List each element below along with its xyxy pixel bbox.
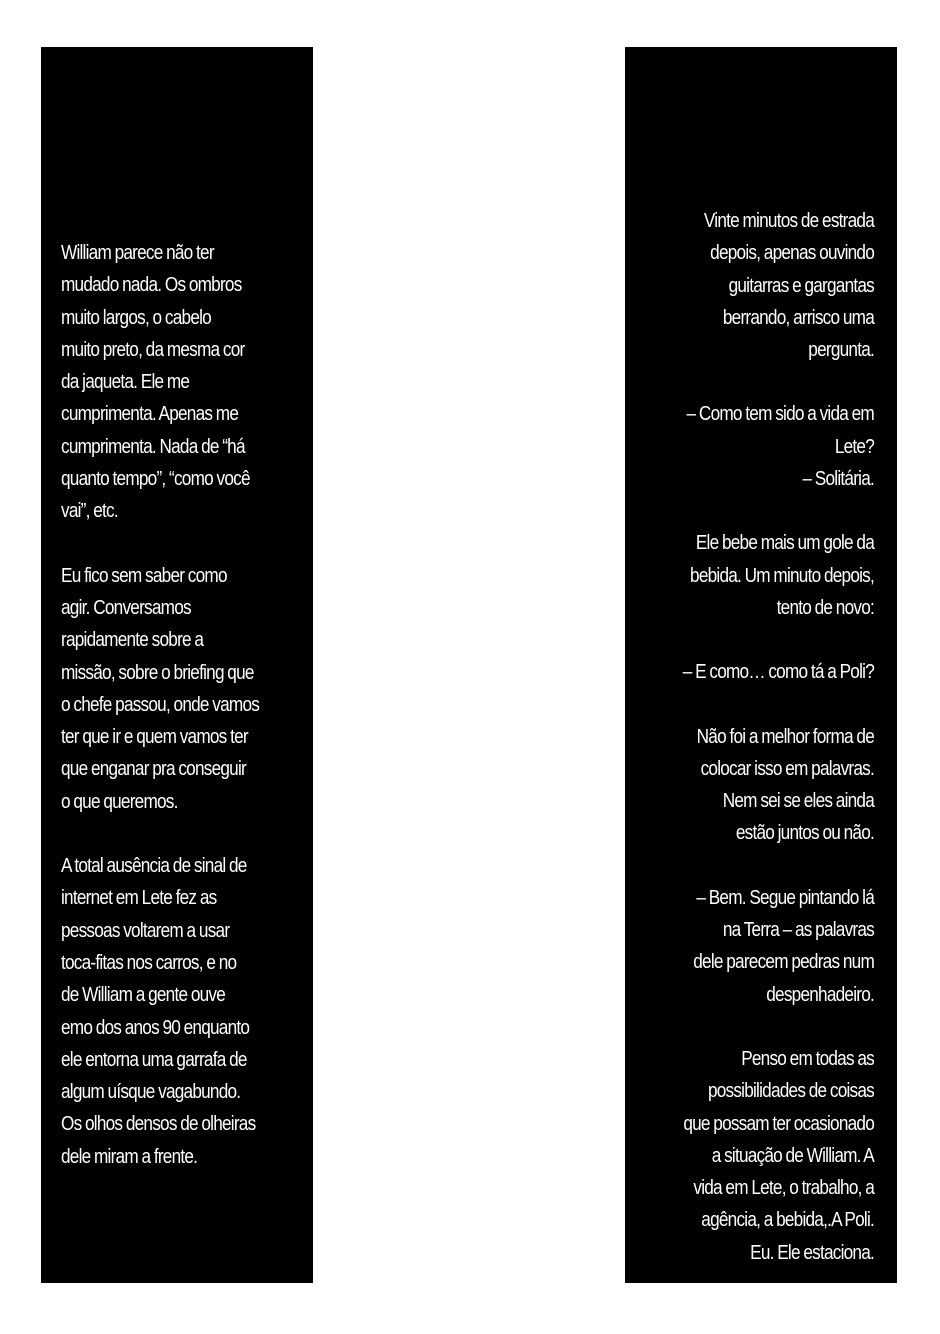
left-text-panel bbox=[41, 47, 313, 1283]
right-paragraph-3: Ele bebe mais um gole da bebida. Um minuto depois, tento de novo: bbox=[690, 532, 874, 619]
right-paragraph-6: – Bem. Segue pintando lá na Terra – as palavras dele parecem pedras num despenhadeiro. bbox=[693, 886, 874, 1006]
left-paragraph-3: A total ausência de sinal de internet em Lete fez as pessoas voltarem a usar toca-fitas nos carros, e no de William a gente ouve emo dos anos 90 enquanto ele entorna uma garrafa de algum uísque vagabundo. Os olhos densos de olheiras dele miram a frente. bbox=[61, 855, 256, 1168]
left-paragraph-2: Eu fico sem saber como agir. Conversamos rapidamente sobre a missão, sobre o briefing que o chefe passou, onde vamos ter que ir e quem vamos ter que enganar pra conseguir o que queremos. bbox=[61, 564, 260, 813]
right-paragraph-4: – E como… como tá a Poli? bbox=[682, 661, 874, 684]
right-paragraph-2: – Como tem sido a vida em Lete? – Solitária. bbox=[686, 403, 874, 491]
right-paragraph-5: Não foi a melhor forma de colocar isso em palavras. Nem sei se eles ainda estão juntos ou não. bbox=[696, 725, 874, 845]
right-text-panel bbox=[625, 47, 897, 1283]
left-paragraph-1: William parece não ter mudado nada. Os ombros muito largos, o cabelo muito preto, da mesma cor da jaqueta. Ele me cumprimenta. Apenas me cumprimenta. Nada de “há quanto tempo”, “como você vai”, etc. bbox=[61, 242, 250, 523]
right-paragraph-7: Penso em todas as possibilidades de coisas que possam ter ocasionado a situação de William. A vida em Lete, o trabalho, a agência, a bebida,.A Poli. Eu. Ele estaciona. bbox=[683, 1047, 874, 1264]
right-paragraph-1: Vinte minutos de estrada depois, apenas ouvindo guitarras e gargantas berrando, arrisco uma pergunta. bbox=[703, 210, 874, 362]
